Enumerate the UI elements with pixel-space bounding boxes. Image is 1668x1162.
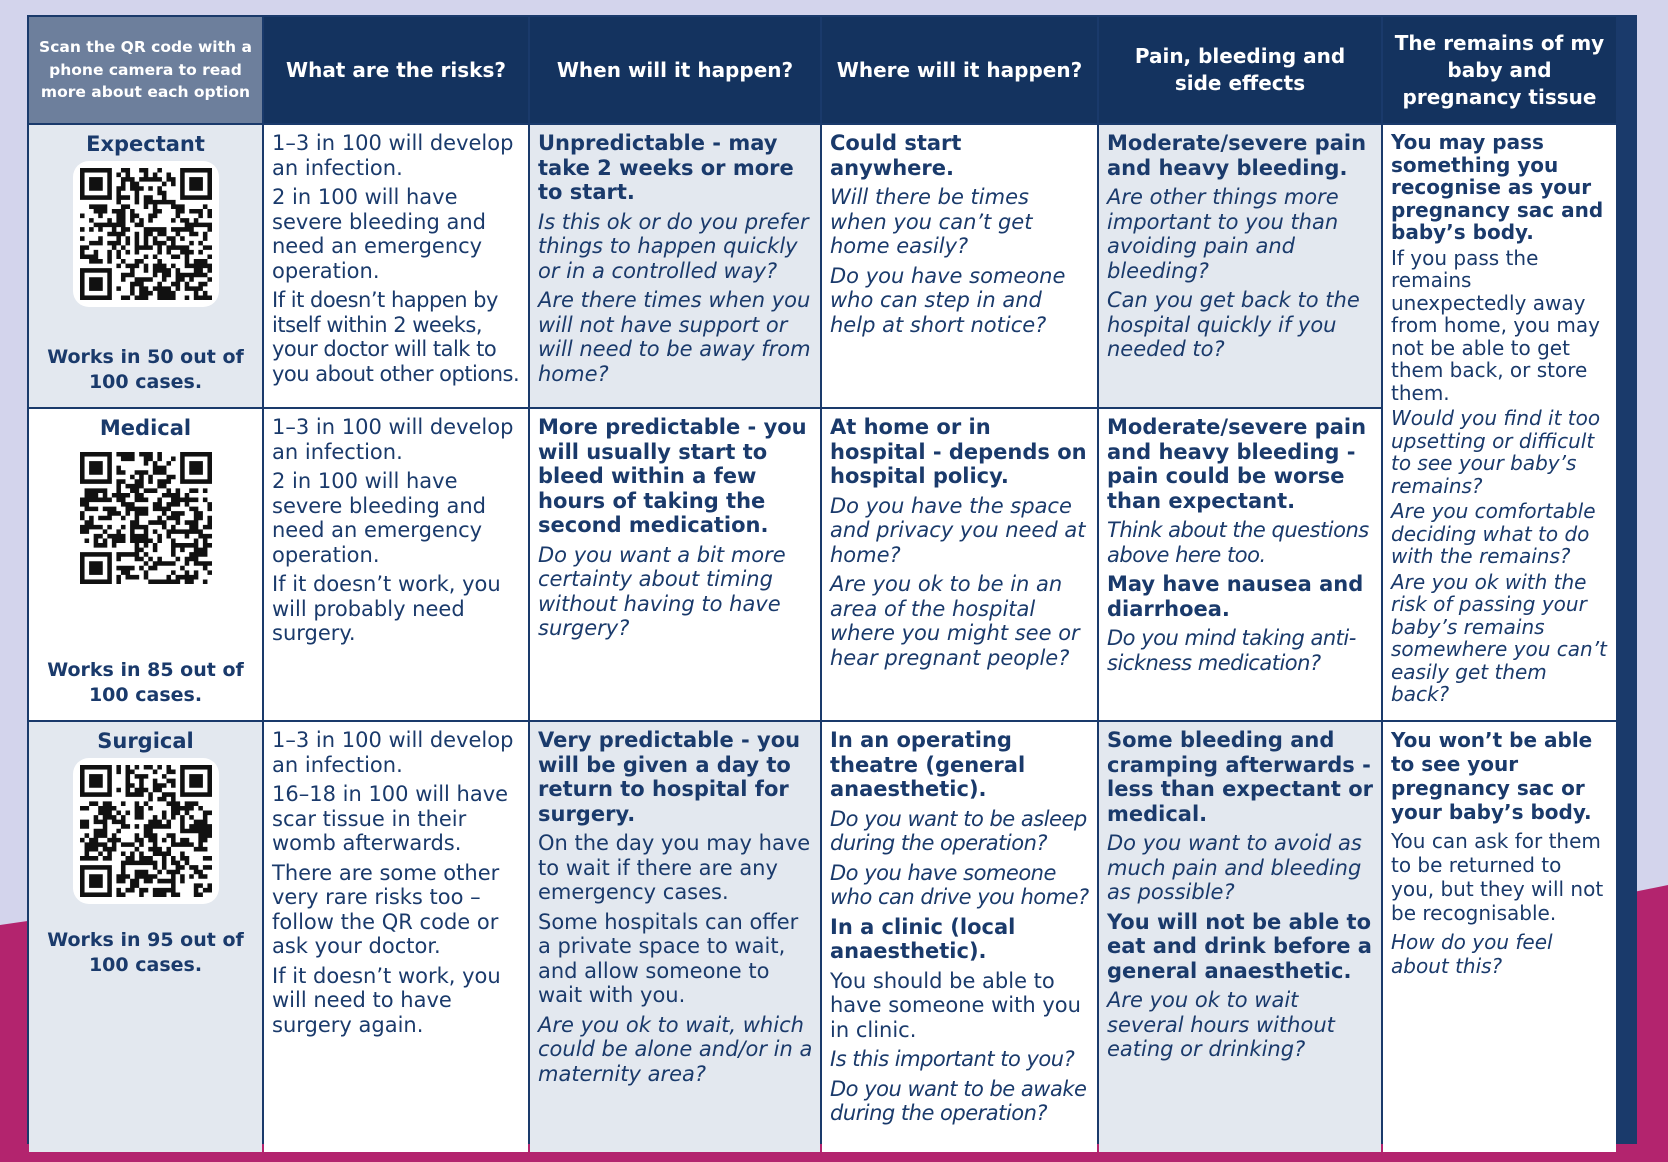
- remains-text: You can ask for them to be returned to you, but they will not be recognisable.: [1391, 829, 1604, 925]
- pain-question: Are other things more important to you than avoiding pain and bleeding?: [1107, 185, 1339, 283]
- option-name: Surgical: [97, 729, 194, 753]
- where-question: Do you want to be awake during the operation?: [830, 1076, 1087, 1125]
- pain-question: Can you get back to the hospital quickly if you needed to?: [1107, 288, 1360, 361]
- remains-summary: You won’t be able to see your pregnancy sac or your baby’s body.: [1391, 728, 1593, 824]
- where-expectant: [822, 125, 1097, 407]
- when-medical: [530, 409, 820, 720]
- remains-surgical: [1383, 722, 1616, 1152]
- remains-question: Would you find it too upsetting or difficult to see your baby’s remains?: [1391, 406, 1601, 498]
- pain-side-effects: May have nausea and diarrhoea.: [1107, 572, 1364, 621]
- when-text: Some hospitals can offer a private space to wait, and allow someone to wait with you.: [538, 909, 799, 1007]
- qr-code-surgical[interactable]: [73, 758, 219, 904]
- qr-code-expectant[interactable]: [73, 161, 219, 307]
- pain-summary: Moderate/severe pain and heavy bleeding - pain could be worse than expectant.: [1107, 415, 1367, 513]
- option-medical: [29, 409, 262, 720]
- when-question: Are you ok to wait, which could be alone and/or in a maternity area?: [538, 1012, 813, 1086]
- where-question: Will there be times when you can’t get home easily?: [830, 185, 1033, 258]
- when-question: Do you want a bit more certainty about timing without having to have surgery?: [538, 542, 786, 640]
- header-scan: [29, 17, 262, 123]
- pain-summary: Some bleeding and cramping afterwards - less than expectant or medical.: [1107, 728, 1373, 826]
- pain-question: Do you want to avoid as much pain and bleeding as possible?: [1107, 831, 1362, 904]
- where-question: Are you ok to be in an area of the hospital where you might see or hear pregnant people?: [830, 572, 1080, 670]
- when-surgical: [530, 722, 820, 1152]
- where-question: Do you have someone who can drive you home?: [830, 860, 1089, 909]
- option-name: Medical: [99, 416, 192, 440]
- remains-question: How do you feel about this?: [1391, 930, 1553, 978]
- where-surgical: [822, 722, 1097, 1152]
- risk-item: There are some other very rare risks too – follow the QR code or ask your doctor.: [272, 860, 500, 958]
- pain-fasting: You will not be able to eat and drink before a general anaesthetic.: [1107, 909, 1372, 983]
- risk-item: If it doesn’t work, you will probably need surgery.: [272, 572, 501, 645]
- where-summary: In an operating theatre (general anaesthetic).: [830, 728, 1026, 801]
- remains-text: If you pass the remains unexpectedly away from home, you may not be able to get them back, or store them.: [1391, 245, 1600, 405]
- option-surgical: [29, 722, 262, 1152]
- risk-item: 1–3 in 100 will develop an infection.: [272, 415, 514, 464]
- where-summary-clinic: In a clinic (local anaesthetic).: [830, 914, 1016, 963]
- header-remains: [1383, 17, 1616, 123]
- risk-item: If it doesn’t happen by itself within 2 weeks, your doctor will talk to you about other options.: [272, 288, 520, 386]
- risk-item: 2 in 100 will have severe bleeding and need an emergency operation.: [272, 185, 486, 283]
- where-summary: Could start anywhere.: [830, 131, 962, 180]
- risk-item: 2 in 100 will have severe bleeding and need an emergency operation.: [272, 469, 486, 567]
- header-where-label: Where will it happen?: [836, 57, 1083, 82]
- when-expectant: [530, 125, 820, 407]
- qr-code-icon: [80, 765, 212, 897]
- where-question: Is this important to you?: [830, 1047, 1075, 1071]
- where-summary: At home or in hospital - depends on hospital policy.: [830, 415, 1087, 488]
- header-where: [822, 17, 1097, 123]
- header-when: [530, 17, 820, 123]
- where-question: Do you want to be asleep during the operation?: [830, 806, 1087, 855]
- success-rate: Works in 85 out of 100 cases.: [47, 659, 244, 706]
- where-medical: [822, 409, 1097, 720]
- pain-medical: [1099, 409, 1381, 720]
- where-text: You should be able to have someone with you in clinic.: [830, 968, 1081, 1042]
- header-risks: [264, 17, 528, 123]
- remains-question: Are you ok with the risk of passing your baby’s remains somewhere you can’t easily get them back?: [1391, 569, 1607, 706]
- risk-item: 1–3 in 100 will develop an infection.: [272, 131, 514, 180]
- where-question: Do you have someone who can step in and help at short notice?: [830, 263, 1066, 337]
- risks-expectant: [264, 125, 528, 407]
- header-remains-label: The remains of my baby and pregnancy tissue: [1394, 30, 1605, 109]
- options-table: [27, 15, 1637, 1144]
- success-rate: Works in 95 out of 100 cases.: [47, 929, 244, 976]
- where-question: Do you have the space and privacy you need at home?: [830, 493, 1086, 567]
- when-text: On the day you may have to wait if there are any emergency cases.: [538, 831, 811, 904]
- risk-item: If it doesn’t work, you will need to have surgery again.: [272, 963, 501, 1037]
- header-pain: [1099, 17, 1381, 123]
- header-risks-label: What are the risks?: [286, 57, 506, 82]
- option-name: Expectant: [86, 132, 205, 156]
- remains-expectant-medical: [1383, 125, 1616, 720]
- risks-medical: [264, 409, 528, 720]
- pain-question: Think about the questions above here too.: [1107, 518, 1369, 567]
- pain-summary: Moderate/severe pain and heavy bleeding.: [1107, 131, 1367, 180]
- when-summary: Unpredictable - may take 2 weeks or more to start.: [538, 131, 794, 204]
- pain-surgical: [1099, 722, 1381, 1152]
- success-rate: Works in 50 out of 100 cases.: [47, 346, 244, 393]
- risks-surgical: [264, 722, 528, 1152]
- pain-expectant: [1099, 125, 1381, 407]
- when-question: Is this ok or do you prefer things to happen quickly or in a controlled way?: [538, 209, 809, 283]
- pain-question: Do you mind taking anti-sickness medication?: [1107, 626, 1356, 675]
- option-expectant: [29, 125, 262, 407]
- when-summary: More predictable - you will usually start to bleed within a few hours of taking the second medication.: [538, 415, 807, 537]
- header-when-label: When will it happen?: [556, 57, 794, 82]
- qr-code-icon: [80, 168, 212, 300]
- remains-summary: You may pass something you recognise as your pregnancy sac and baby’s body.: [1391, 130, 1604, 244]
- header-scan-label: Scan the QR code with a phone camera to read more about each option: [39, 38, 252, 102]
- qr-code-icon: [80, 452, 212, 584]
- qr-code-medical[interactable]: [73, 445, 219, 591]
- header-pain-label: Pain, bleeding and side effects: [1134, 44, 1346, 95]
- pain-question: Are you ok to wait several hours without eating or drinking?: [1107, 988, 1335, 1061]
- risk-item: 16–18 in 100 will have scar tissue in their womb afterwards.: [272, 782, 509, 855]
- when-question: Are there times when you will not have support or will need to be away from home?: [538, 288, 811, 386]
- remains-question: Are you comfortable deciding what to do with the remains?: [1391, 499, 1596, 568]
- when-summary: Very predictable - you will be given a day to return to hospital for surgery.: [538, 728, 801, 826]
- risk-item: 1–3 in 100 will develop an infection.: [272, 728, 514, 777]
